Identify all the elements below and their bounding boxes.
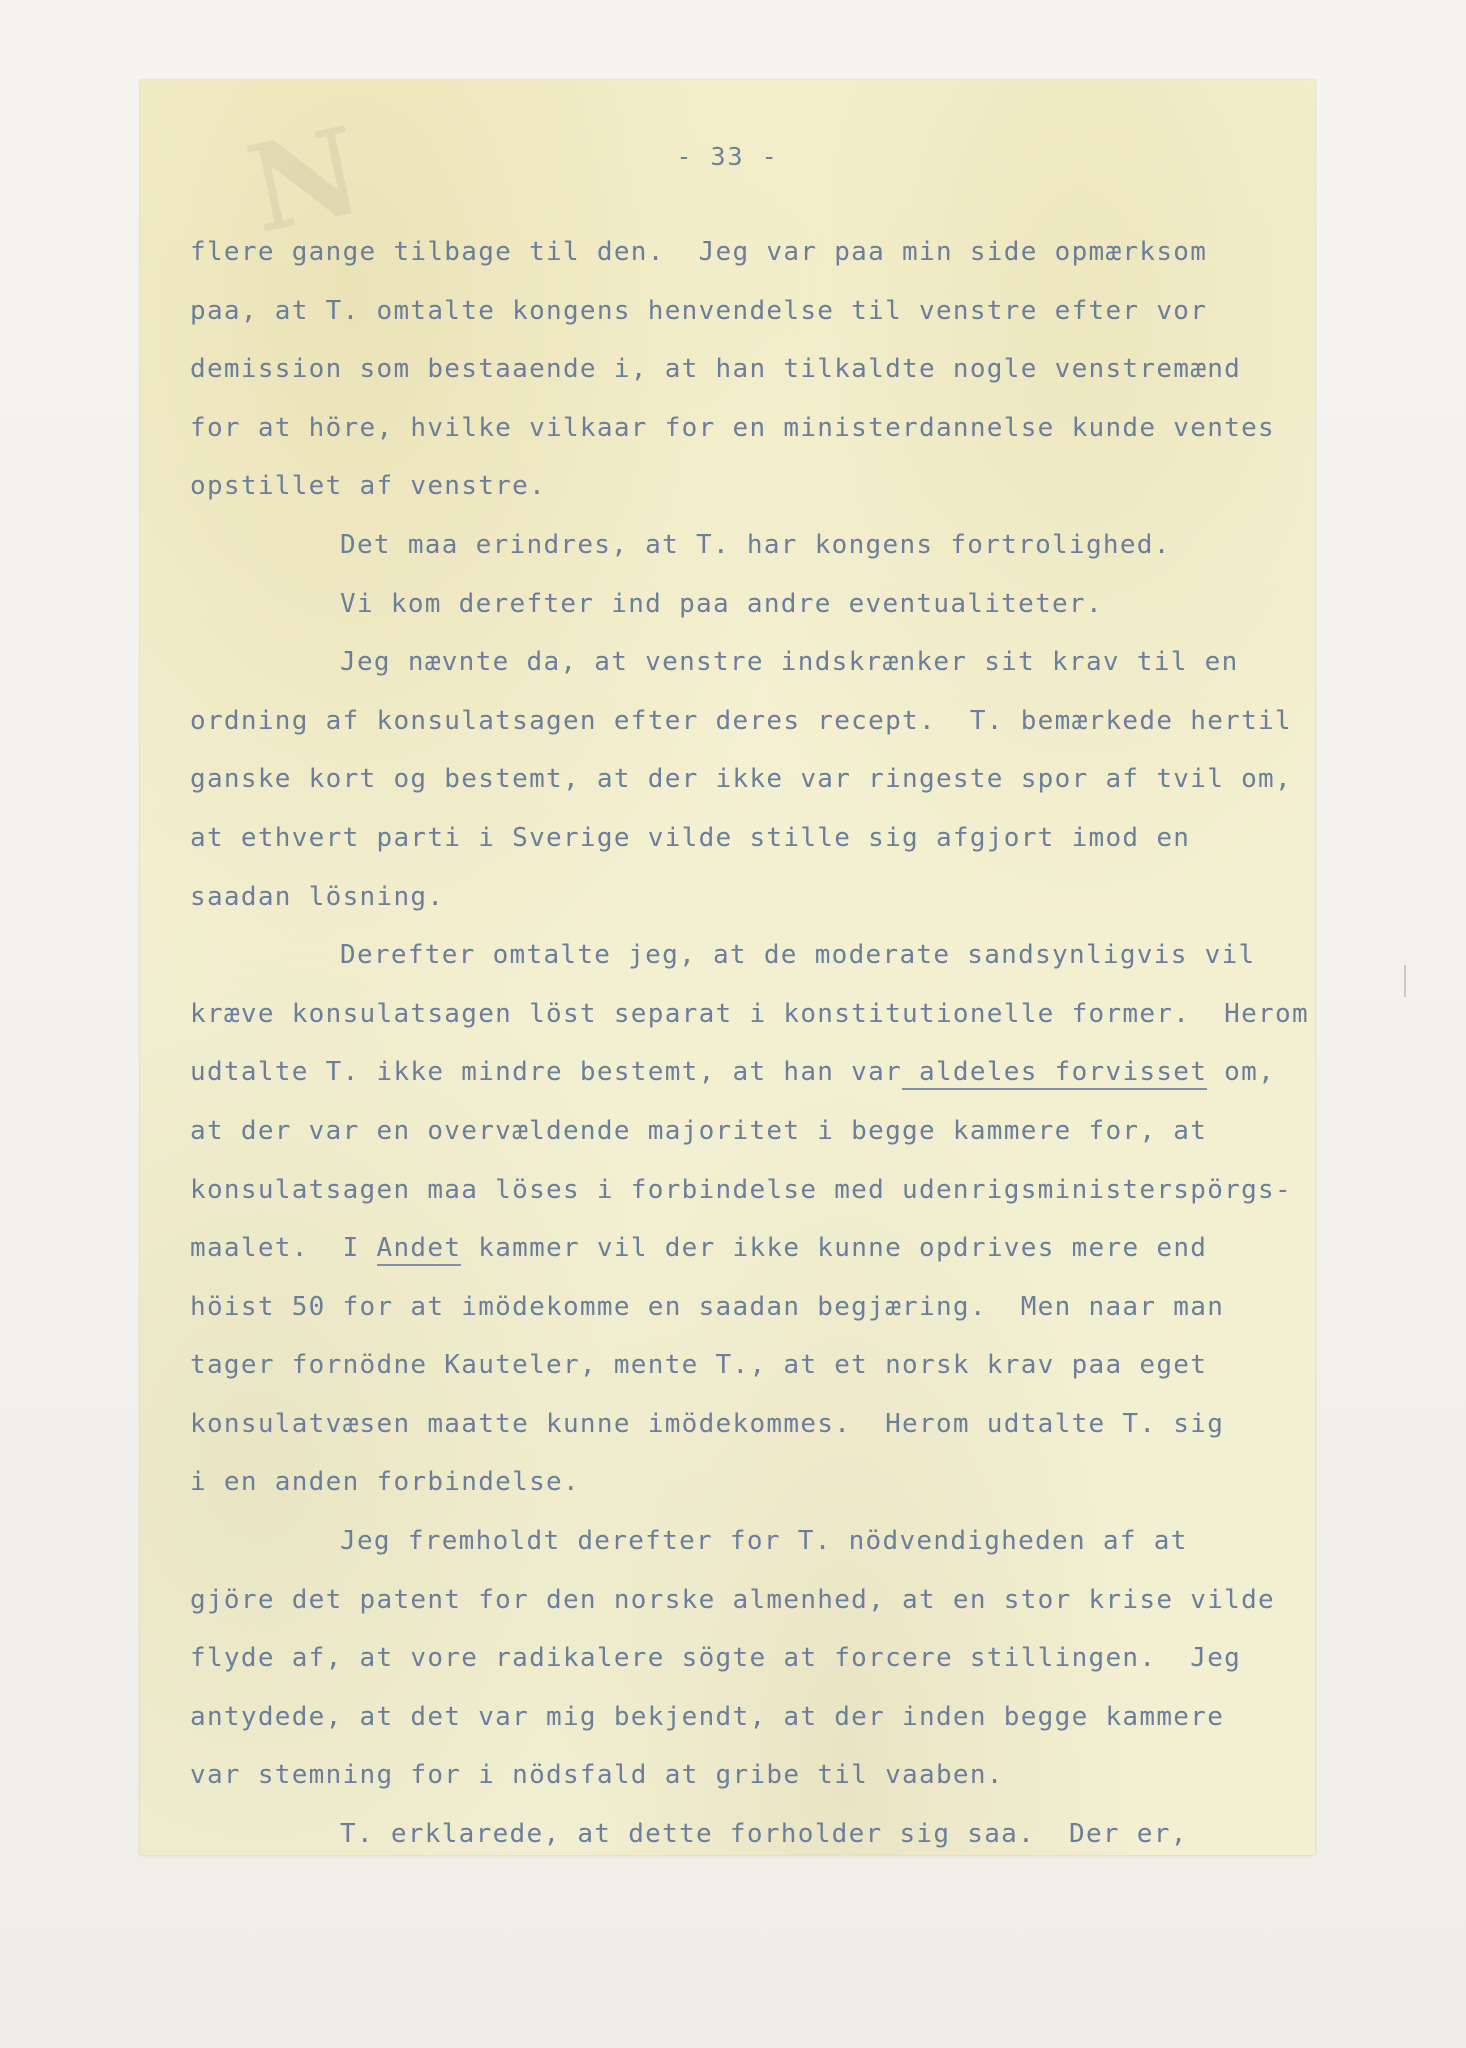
text-line [190,1629,1310,1688]
text-line [190,223,1310,282]
text-segment: antydede, at det var mig bekjendt, at der inden begge kammere [190,1701,1225,1732]
text-segment: tager fornödne Kauteler, mente T., at et norsk krav paa eget [190,1350,1208,1381]
text-segment: ganske kort og bestemt, at der ikke var ringeste spor af tvil om, [190,764,1292,795]
text-segment: var stemning for i nödsfald at gribe til vaaben. [190,1760,1004,1791]
text-segment: T. erklarede, at dette forholder sig saa. Der er, [340,1819,1188,1850]
underlined-text: aldeles forvisset [902,1057,1207,1090]
text-segment: saadan lösning. [190,881,445,912]
text-segment: gjöre det patent for den norske almenhed, at en stor krise vilde [190,1584,1276,1615]
text-line [190,282,1310,341]
text-segment: Det maa erindres, at T. har kongens fortrolighed. [340,529,1171,560]
text-line [190,1278,1310,1337]
text-line [190,1161,1310,1220]
text-segment: demission som bestaaende i, at han tilkaldte nogle venstremænd [190,354,1242,385]
text-line [190,340,1310,399]
text-line [190,1805,1310,1864]
text-line [190,457,1310,516]
body-text [190,223,1310,1864]
text-line [190,516,1310,575]
text-line [190,750,1310,809]
text-line [190,1453,1310,1512]
typewritten-page [140,80,1315,1855]
text-line [190,1336,1310,1395]
text-segment: maalet. I [190,1233,377,1264]
text-segment: paa, at T. omtalte kongens henvendelse til venstre efter vor [190,295,1208,326]
text-line [190,926,1310,985]
margin-pencil-mark [1404,965,1406,997]
text-line [190,1395,1310,1454]
text-segment: om, [1207,1057,1276,1088]
faded-stamp-mark: N [236,100,374,261]
text-segment: höist 50 for at imödekomme en saadan begjæring. Men naar man [190,1291,1225,1322]
text-segment: for at höre, hvilke vilkaar for en ministerdannelse kunde ventes [190,412,1276,443]
text-line [190,1043,1310,1102]
text-segment: konsulatsagen maa löses i forbindelse med udenrigsministerspörgs- [190,1174,1292,1205]
page-number: - 33 - [676,142,779,171]
text-segment: flyde af, at vore radikalere sögte at forcere stillingen. Jeg [190,1643,1242,1674]
text-segment: at der var en overvældende majoritet i begge kammere for, at [190,1115,1208,1146]
text-line [190,809,1310,868]
text-segment: ordning af konsulatsagen efter deres recept. T. bemærkede hertil [190,705,1292,736]
text-line [190,692,1310,751]
underlined-text: Andet [377,1233,462,1266]
text-line [190,1102,1310,1161]
text-segment: udtalte T. ikke mindre bestemt, at han var [190,1057,903,1088]
text-line [190,1571,1310,1630]
text-segment: kammer vil der ikke kunne opdrives mere end [461,1233,1208,1264]
text-line [190,1688,1310,1747]
text-segment: Jeg nævnte da, at venstre indskrænker sit krav til en [340,647,1239,678]
text-line [190,1746,1310,1805]
text-line [190,633,1310,692]
text-segment: Jeg fremholdt derefter for T. nödvendigheden af at [340,1526,1188,1557]
text-segment: Vi kom derefter ind paa andre eventualiteter. [340,588,1103,619]
text-line [190,1219,1310,1278]
text-line [190,399,1310,458]
text-segment: flere gange tilbage til den. Jeg var paa min side opmærksom [190,237,1208,267]
text-segment: i en anden forbindelse. [190,1467,580,1498]
text-line [190,868,1310,927]
text-segment: kræve konsulatsagen löst separat i konstitutionelle former. Herom [190,998,1309,1029]
text-segment: Derefter omtalte jeg, at de moderate sandsynligvis vil [340,940,1256,971]
text-line [190,985,1310,1044]
text-line [190,575,1310,634]
text-segment: at ethvert parti i Sverige vilde stille sig afgjort imod en [190,822,1191,853]
text-segment: konsulatvæsen maatte kunne imödekommes. Herom udtalte T. sig [190,1408,1225,1439]
text-segment: opstillet af venstre. [190,471,547,502]
text-line [190,1512,1310,1571]
